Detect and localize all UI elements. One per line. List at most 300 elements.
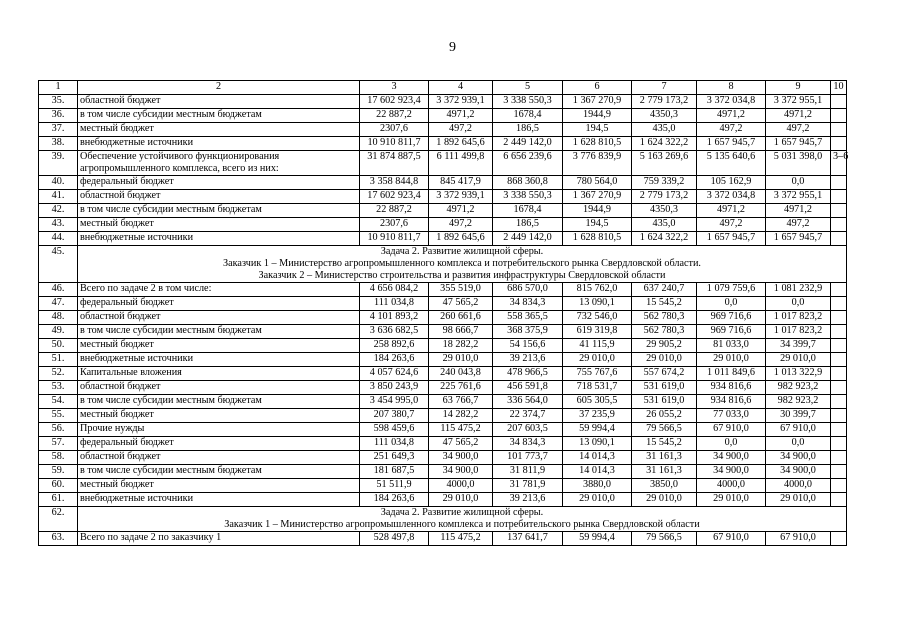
row-value: 34 900,0	[429, 465, 493, 479]
row-number: 40.	[39, 176, 78, 190]
row-value: 10 910 811,7	[360, 137, 429, 151]
row-name: внебюджетные источники	[78, 137, 360, 151]
table-row	[39, 151, 847, 176]
row-value: 435,0	[632, 218, 697, 232]
row-value: 0,0	[766, 297, 831, 311]
row-value: 4 101 893,2	[360, 311, 429, 325]
row-value: 15 545,2	[632, 437, 697, 451]
row-value: 101 773,7	[493, 451, 563, 465]
table-row	[39, 311, 847, 325]
row-note	[831, 479, 847, 493]
row-value: 31 874 887,5	[360, 151, 429, 176]
table-row	[39, 190, 847, 204]
row-value: 497,2	[766, 123, 831, 137]
row-value: 1 079 759,6	[697, 283, 766, 297]
table-row	[39, 409, 847, 423]
row-value: 4350,3	[632, 204, 697, 218]
row-value: 969 716,6	[697, 325, 766, 339]
row-value: 3 636 682,5	[360, 325, 429, 339]
row-value: 605 305,5	[563, 395, 632, 409]
row-value: 240 043,8	[429, 367, 493, 381]
row-value: 194,5	[563, 123, 632, 137]
row-note	[831, 204, 847, 218]
table-row	[39, 137, 847, 151]
row-value: 598 459,6	[360, 423, 429, 437]
row-name: внебюджетные источники	[78, 353, 360, 367]
row-value: 34 834,3	[493, 297, 563, 311]
row-value: 59 994,4	[563, 423, 632, 437]
row-value: 1 367 270,9	[563, 95, 632, 109]
row-name: в том числе субсидии местным бюджетам	[78, 109, 360, 123]
row-value: 29 010,0	[632, 493, 697, 507]
row-value: 34 900,0	[697, 451, 766, 465]
row-value: 137 641,7	[493, 532, 563, 546]
row-value: 0,0	[766, 437, 831, 451]
row-value: 186,5	[493, 218, 563, 232]
table-row	[39, 232, 847, 246]
table-row	[39, 123, 847, 137]
row-number: 41.	[39, 190, 78, 204]
table-row	[39, 437, 847, 451]
row-value: 718 531,7	[563, 381, 632, 395]
column-header: 6	[563, 81, 632, 95]
row-value: 111 034,8	[360, 437, 429, 451]
row-name: федеральный бюджет	[78, 437, 360, 451]
row-value: 934 816,6	[697, 381, 766, 395]
row-value: 815 762,0	[563, 283, 632, 297]
table-row	[39, 451, 847, 465]
row-value: 34 399,7	[766, 339, 831, 353]
row-value: 3 372 034,8	[697, 190, 766, 204]
row-value: 29 010,0	[632, 353, 697, 367]
row-note	[831, 381, 847, 395]
row-value: 29 010,0	[563, 493, 632, 507]
row-value: 34 900,0	[429, 451, 493, 465]
row-value: 5 031 398,0	[766, 151, 831, 176]
column-header: 10	[831, 81, 847, 95]
row-value: 79 566,5	[632, 532, 697, 546]
row-value: 14 014,3	[563, 465, 632, 479]
column-header: 8	[697, 81, 766, 95]
row-value: 0,0	[766, 176, 831, 190]
table-row	[39, 381, 847, 395]
row-note: 3–6	[831, 151, 847, 176]
row-value: 732 546,0	[563, 311, 632, 325]
row-note	[831, 423, 847, 437]
row-value: 4 057 624,6	[360, 367, 429, 381]
row-note	[831, 437, 847, 451]
row-value: 67 910,0	[766, 423, 831, 437]
row-note	[831, 493, 847, 507]
row-value: 225 761,6	[429, 381, 493, 395]
row-note	[831, 123, 847, 137]
row-note	[831, 283, 847, 297]
row-name: Прочие нужды	[78, 423, 360, 437]
row-note	[831, 395, 847, 409]
table-row	[39, 395, 847, 409]
section-heading-line: Задача 2. Развитие жилищной сферы.	[380, 246, 544, 257]
row-value: 31 811,9	[493, 465, 563, 479]
table-row	[39, 95, 847, 109]
row-value: 194,5	[563, 218, 632, 232]
row-value: 1678,4	[493, 204, 563, 218]
row-value: 4 656 084,2	[360, 283, 429, 297]
row-value: 13 090,1	[563, 297, 632, 311]
row-value: 67 910,0	[766, 532, 831, 546]
row-name: Всего по задаче 2 в том числе:	[78, 283, 360, 297]
row-value: 497,2	[429, 123, 493, 137]
row-value: 14 282,2	[429, 409, 493, 423]
row-value: 0,0	[697, 297, 766, 311]
row-value: 3 372 955,1	[766, 190, 831, 204]
row-value: 3 850 243,9	[360, 381, 429, 395]
row-value: 497,2	[766, 218, 831, 232]
row-value: 845 417,9	[429, 176, 493, 190]
row-value: 115 475,2	[429, 423, 493, 437]
table-row	[39, 465, 847, 479]
row-name: областной бюджет	[78, 190, 360, 204]
row-number: 46.	[39, 283, 78, 297]
row-value: 63 766,7	[429, 395, 493, 409]
row-name: областной бюджет	[78, 381, 360, 395]
row-number: 59.	[39, 465, 78, 479]
table-row	[39, 479, 847, 493]
row-value: 1678,4	[493, 109, 563, 123]
row-value: 2 779 173,2	[632, 190, 697, 204]
row-value: 557 674,2	[632, 367, 697, 381]
section-heading-line: Заказчик 2 – Министерство строительства и развития инфраструктуры Свердловской области	[258, 270, 666, 281]
row-value: 686 570,0	[493, 283, 563, 297]
row-value: 3850,0	[632, 479, 697, 493]
row-name: местный бюджет	[78, 479, 360, 493]
table-row	[39, 532, 847, 546]
row-name: местный бюджет	[78, 409, 360, 423]
row-value: 47 565,2	[429, 297, 493, 311]
column-header: 3	[360, 81, 429, 95]
row-number: 37.	[39, 123, 78, 137]
row-value: 355 519,0	[429, 283, 493, 297]
section-heading-line: Заказчик 1 – Министерство агропромышленного комплекса и потребительского рынка Свердловской области	[224, 519, 700, 530]
row-value: 558 365,5	[493, 311, 563, 325]
row-value: 34 900,0	[766, 451, 831, 465]
row-value: 1 624 322,2	[632, 137, 697, 151]
row-value: 181 687,5	[360, 465, 429, 479]
row-value: 34 834,3	[493, 437, 563, 451]
row-name: внебюджетные источники	[78, 232, 360, 246]
row-value: 29 010,0	[563, 353, 632, 367]
row-value: 1 657 945,7	[697, 137, 766, 151]
row-note	[831, 532, 847, 546]
row-note	[831, 218, 847, 232]
row-value: 37 235,9	[563, 409, 632, 423]
row-value: 2 449 142,0	[493, 232, 563, 246]
row-number: 48.	[39, 311, 78, 325]
row-number: 61.	[39, 493, 78, 507]
row-note	[831, 465, 847, 479]
row-note	[831, 137, 847, 151]
row-value: 4971,2	[429, 109, 493, 123]
row-value: 562 780,3	[632, 325, 697, 339]
row-note	[831, 339, 847, 353]
row-note	[831, 297, 847, 311]
row-value: 934 816,6	[697, 395, 766, 409]
row-value: 3 372 939,1	[429, 95, 493, 109]
row-name: областной бюджет	[78, 95, 360, 109]
row-value: 3 372 034,8	[697, 95, 766, 109]
row-note	[831, 367, 847, 381]
row-value: 1 628 810,5	[563, 137, 632, 151]
row-value: 780 564,0	[563, 176, 632, 190]
section-heading-line: Заказчик 1 – Министерство агропромышленного комплекса и потребительского рынка Свердловской области.	[223, 258, 701, 269]
table-row	[39, 339, 847, 353]
row-name: в том числе субсидии местным бюджетам	[78, 325, 360, 339]
row-value: 22 374,7	[493, 409, 563, 423]
row-number: 58.	[39, 451, 78, 465]
row-number: 62.	[39, 507, 78, 532]
row-value: 22 887,2	[360, 109, 429, 123]
row-number: 56.	[39, 423, 78, 437]
row-value: 1 017 823,2	[766, 311, 831, 325]
row-value: 31 781,9	[493, 479, 563, 493]
row-value: 1944,9	[563, 109, 632, 123]
row-value: 29 010,0	[429, 493, 493, 507]
row-value: 497,2	[429, 218, 493, 232]
row-value: 186,5	[493, 123, 563, 137]
table-header-row	[39, 81, 847, 95]
row-value: 497,2	[697, 123, 766, 137]
row-value: 1 657 945,7	[697, 232, 766, 246]
row-value: 1 081 232,9	[766, 283, 831, 297]
row-value: 14 014,3	[563, 451, 632, 465]
row-value: 39 213,6	[493, 493, 563, 507]
row-value: 4971,2	[766, 109, 831, 123]
row-note	[831, 232, 847, 246]
table-row	[39, 493, 847, 507]
row-name: областной бюджет	[78, 311, 360, 325]
column-header: 9	[766, 81, 831, 95]
row-value: 260 661,6	[429, 311, 493, 325]
row-note	[831, 353, 847, 367]
row-value: 4971,2	[697, 109, 766, 123]
row-value: 31 161,3	[632, 465, 697, 479]
table-row	[39, 297, 847, 311]
row-value: 10 910 811,7	[360, 232, 429, 246]
row-number: 42.	[39, 204, 78, 218]
table-row	[39, 176, 847, 190]
row-value: 26 055,2	[632, 409, 697, 423]
row-value: 15 545,2	[632, 297, 697, 311]
row-value: 755 767,6	[563, 367, 632, 381]
row-value: 336 564,0	[493, 395, 563, 409]
table-row	[39, 325, 847, 339]
row-note	[831, 451, 847, 465]
row-value: 1 628 810,5	[563, 232, 632, 246]
row-value: 6 111 499,8	[429, 151, 493, 176]
row-value: 982 923,2	[766, 395, 831, 409]
row-value: 207 603,5	[493, 423, 563, 437]
row-number: 43.	[39, 218, 78, 232]
budget-table	[38, 80, 847, 546]
row-value: 111 034,8	[360, 297, 429, 311]
row-value: 34 900,0	[766, 465, 831, 479]
row-value: 47 565,2	[429, 437, 493, 451]
row-name: федеральный бюджет	[78, 297, 360, 311]
section-heading	[78, 246, 847, 283]
table-row	[39, 204, 847, 218]
row-name: местный бюджет	[78, 218, 360, 232]
row-number: 50.	[39, 339, 78, 353]
row-value: 1 367 270,9	[563, 190, 632, 204]
row-value: 29 010,0	[429, 353, 493, 367]
row-value: 478 966,5	[493, 367, 563, 381]
row-value: 3 338 550,3	[493, 95, 563, 109]
row-number: 39.	[39, 151, 78, 176]
column-header: 2	[78, 81, 360, 95]
row-value: 759 339,2	[632, 176, 697, 190]
row-value: 456 591,8	[493, 381, 563, 395]
row-number: 35.	[39, 95, 78, 109]
row-value: 251 649,3	[360, 451, 429, 465]
row-name: внебюджетные источники	[78, 493, 360, 507]
table-row	[39, 353, 847, 367]
row-value: 17 602 923,4	[360, 95, 429, 109]
row-value: 54 156,6	[493, 339, 563, 353]
row-number: 60.	[39, 479, 78, 493]
row-value: 2307,6	[360, 123, 429, 137]
row-name: в том числе субсидии местным бюджетам	[78, 395, 360, 409]
row-value: 1 892 645,6	[429, 232, 493, 246]
page-number: 9	[449, 40, 456, 55]
table-row	[39, 423, 847, 437]
row-value: 4971,2	[766, 204, 831, 218]
row-value: 982 923,2	[766, 381, 831, 395]
row-value: 67 910,0	[697, 532, 766, 546]
row-value: 17 602 923,4	[360, 190, 429, 204]
row-value: 29 010,0	[697, 493, 766, 507]
row-number: 36.	[39, 109, 78, 123]
column-header: 1	[39, 81, 78, 95]
row-note	[831, 325, 847, 339]
row-value: 81 033,0	[697, 339, 766, 353]
row-value: 368 375,9	[493, 325, 563, 339]
row-name: областной бюджет	[78, 451, 360, 465]
row-value: 969 716,6	[697, 311, 766, 325]
row-note	[831, 95, 847, 109]
row-value: 528 497,8	[360, 532, 429, 546]
row-number: 52.	[39, 367, 78, 381]
row-value: 1 011 849,6	[697, 367, 766, 381]
row-value: 4000,0	[429, 479, 493, 493]
row-name: в том числе субсидии местным бюджетам	[78, 465, 360, 479]
row-value: 4000,0	[766, 479, 831, 493]
row-value: 3 372 939,1	[429, 190, 493, 204]
row-name: местный бюджет	[78, 339, 360, 353]
row-value: 30 399,7	[766, 409, 831, 423]
row-value: 39 213,6	[493, 353, 563, 367]
section-heading	[78, 507, 847, 532]
row-value: 34 900,0	[697, 465, 766, 479]
row-value: 5 135 640,6	[697, 151, 766, 176]
row-value: 562 780,3	[632, 311, 697, 325]
column-header: 7	[632, 81, 697, 95]
row-number: 45.	[39, 246, 78, 283]
row-note	[831, 190, 847, 204]
row-value: 4971,2	[429, 204, 493, 218]
row-value: 29 010,0	[697, 353, 766, 367]
row-number: 47.	[39, 297, 78, 311]
row-value: 2307,6	[360, 218, 429, 232]
row-number: 53.	[39, 381, 78, 395]
row-value: 29 010,0	[766, 353, 831, 367]
row-value: 98 666,7	[429, 325, 493, 339]
row-value: 5 163 269,6	[632, 151, 697, 176]
row-value: 184 263,6	[360, 493, 429, 507]
table-row	[39, 218, 847, 232]
row-number: 57.	[39, 437, 78, 451]
row-number: 51.	[39, 353, 78, 367]
row-value: 2 779 173,2	[632, 95, 697, 109]
row-value: 6 656 239,6	[493, 151, 563, 176]
row-value: 4000,0	[697, 479, 766, 493]
row-value: 619 319,8	[563, 325, 632, 339]
row-value: 868 360,8	[493, 176, 563, 190]
row-value: 4971,2	[697, 204, 766, 218]
row-name: Всего по задаче 2 по заказчику 1	[78, 532, 360, 546]
section-row	[39, 246, 847, 283]
row-value: 67 910,0	[697, 423, 766, 437]
row-name: в том числе субсидии местным бюджетам	[78, 204, 360, 218]
row-number: 38.	[39, 137, 78, 151]
row-name: федеральный бюджет	[78, 176, 360, 190]
row-name: Обеспечение устойчивого функционирования агропромышленного комплекса, всего из них:	[78, 151, 360, 176]
row-value: 2 449 142,0	[493, 137, 563, 151]
row-note	[831, 311, 847, 325]
row-number: 55.	[39, 409, 78, 423]
row-value: 1 017 823,2	[766, 325, 831, 339]
table-row	[39, 367, 847, 381]
row-note	[831, 176, 847, 190]
row-value: 3880,0	[563, 479, 632, 493]
column-header: 4	[429, 81, 493, 95]
row-value: 29 010,0	[766, 493, 831, 507]
row-value: 184 263,6	[360, 353, 429, 367]
row-value: 497,2	[697, 218, 766, 232]
row-value: 59 994,4	[563, 532, 632, 546]
row-value: 79 566,5	[632, 423, 697, 437]
table-row	[39, 283, 847, 297]
row-value: 1 892 645,6	[429, 137, 493, 151]
row-value: 258 892,6	[360, 339, 429, 353]
row-value: 41 115,9	[563, 339, 632, 353]
row-number: 63.	[39, 532, 78, 546]
row-number: 44.	[39, 232, 78, 246]
column-header: 5	[493, 81, 563, 95]
row-value: 1 657 945,7	[766, 232, 831, 246]
row-note	[831, 109, 847, 123]
row-value: 51 511,9	[360, 479, 429, 493]
row-value: 3 776 839,9	[563, 151, 632, 176]
row-value: 18 282,2	[429, 339, 493, 353]
row-value: 115 475,2	[429, 532, 493, 546]
row-value: 531 619,0	[632, 381, 697, 395]
row-value: 1944,9	[563, 204, 632, 218]
section-row	[39, 507, 847, 532]
row-value: 637 240,7	[632, 283, 697, 297]
table-row	[39, 109, 847, 123]
row-value: 3 358 844,8	[360, 176, 429, 190]
row-value: 3 338 550,3	[493, 190, 563, 204]
row-value: 31 161,3	[632, 451, 697, 465]
